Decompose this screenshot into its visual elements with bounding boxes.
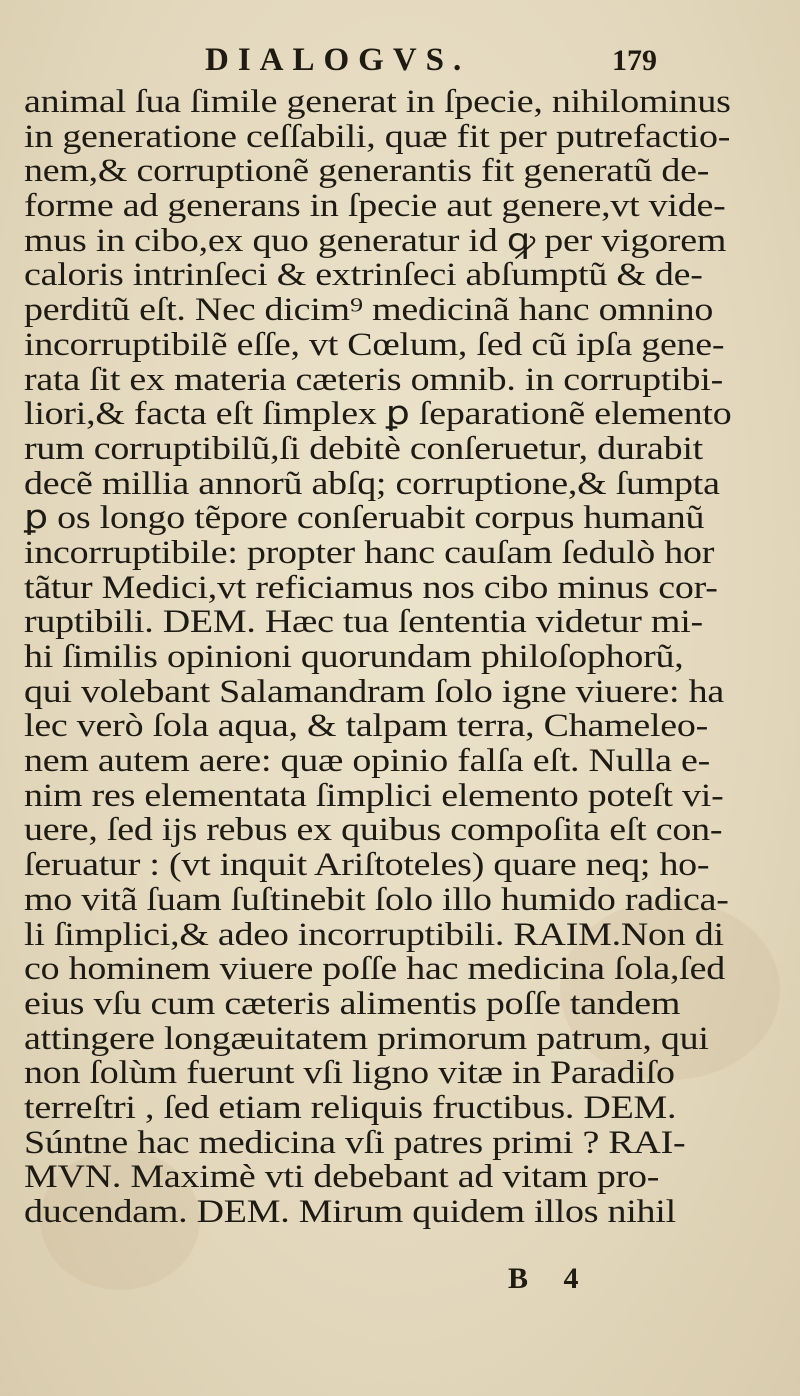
text-line: attingere longæuitatem primorum patrum, qui [24, 1020, 709, 1057]
page-header [0, 42, 800, 90]
text-line: forme ad generans in ſpecie aut genere,vt vide- [24, 188, 726, 225]
signature-mark: B 4 [508, 1262, 593, 1295]
text-line: in generatione ceſſabili, quæ fit per putrefactio- [24, 118, 731, 155]
text-line: Súntne hac medicina vſi patres primi ? RAI- [24, 1124, 686, 1161]
text-line: incorruptibile: propter hanc cauſam ſedulò hor [24, 534, 715, 571]
text-line: animal ſua ſimile generat in ſpecie, nihilominus [24, 84, 731, 120]
text-line: rata ſit ex materia cæteris omnib. in corruptibi- [24, 361, 724, 398]
text-line: hi ſimilis opinioni quorundam philoſophorũ, [24, 639, 684, 675]
text-line: perditũ eſt. Nec dicim⁹ medicinã hanc omnino [24, 292, 714, 329]
text-line: terreſtri , ſed etiam reliquis fructibus. DEM. [24, 1089, 677, 1126]
text-line: nem autem aere: quæ opinio falſa eſt. Nulla e- [24, 743, 710, 780]
text-line: mo vitã ſuam ſuſtinebit ſolo illo humido radica- [24, 881, 729, 918]
text-line: liori,& facta eſt ſimplex ꝑ ſeparationẽ elemento [24, 396, 732, 433]
body-text [24, 85, 744, 1230]
text-line: nim res elementata ſimplici elemento poteſt vi- [24, 777, 724, 814]
text-line: co hominem viuere poſſe hac medicina ſola,ſed [24, 951, 725, 988]
running-title: DIALOGVS. [205, 42, 471, 78]
text-line: tãtur Medici,vt reficiamus nos cibo minus cor- [24, 569, 718, 606]
text-line: ducendam. DEM. Mirum quidem illos nihil [24, 1194, 676, 1230]
text-line: caloris intrinſeci & extrinſeci abſumptũ & de- [24, 257, 703, 294]
text-line: mus in cibo,ex quo generatur id ꝙ per vigorem [24, 222, 727, 259]
text-line: decẽ millia annorũ abſq; corruptione,& ſumpta [24, 465, 720, 502]
text-line: MVN. Maximè vti debebant ad vitam pro- [24, 1159, 660, 1196]
text-line: lec verò ſola aqua, & talpam terra, Chameleo- [24, 708, 709, 745]
text-line: ꝑ os longo tẽpore conſeruabit corpus humanũ [24, 500, 705, 537]
text-line: ruptibili. DEM. Hæc tua ſententia videtur mi- [24, 604, 703, 641]
text-line: qui volebant Salamandram ſolo igne viuere: ha [24, 673, 724, 710]
text-line: ſeruatur : (vt inquit Ariſtoteles) quare neq; ho- [24, 847, 710, 884]
text-line: eius vſu cum cæteris alimentis poſſe tandem [24, 985, 681, 1022]
text-line: non ſolùm fuerunt vſi ligno vitæ in Paradiſo [24, 1055, 675, 1092]
text-line: rum corruptibilũ,ſi debitè conſeruetur, durabit [24, 430, 704, 467]
text-line: li ſimplici,& adeo incorruptibili. RAIM.Non di [24, 916, 724, 953]
text-line: nem,& corruptionẽ generantis fit generatũ de- [24, 153, 710, 190]
text-line: uere, ſed ijs rebus ex quibus compoſita eſt con- [24, 812, 723, 849]
text-line: incorruptibilẽ eſſe, vt Cœlum, ſed cũ ipſa gene- [24, 326, 725, 363]
page-number: 179 [612, 44, 657, 77]
